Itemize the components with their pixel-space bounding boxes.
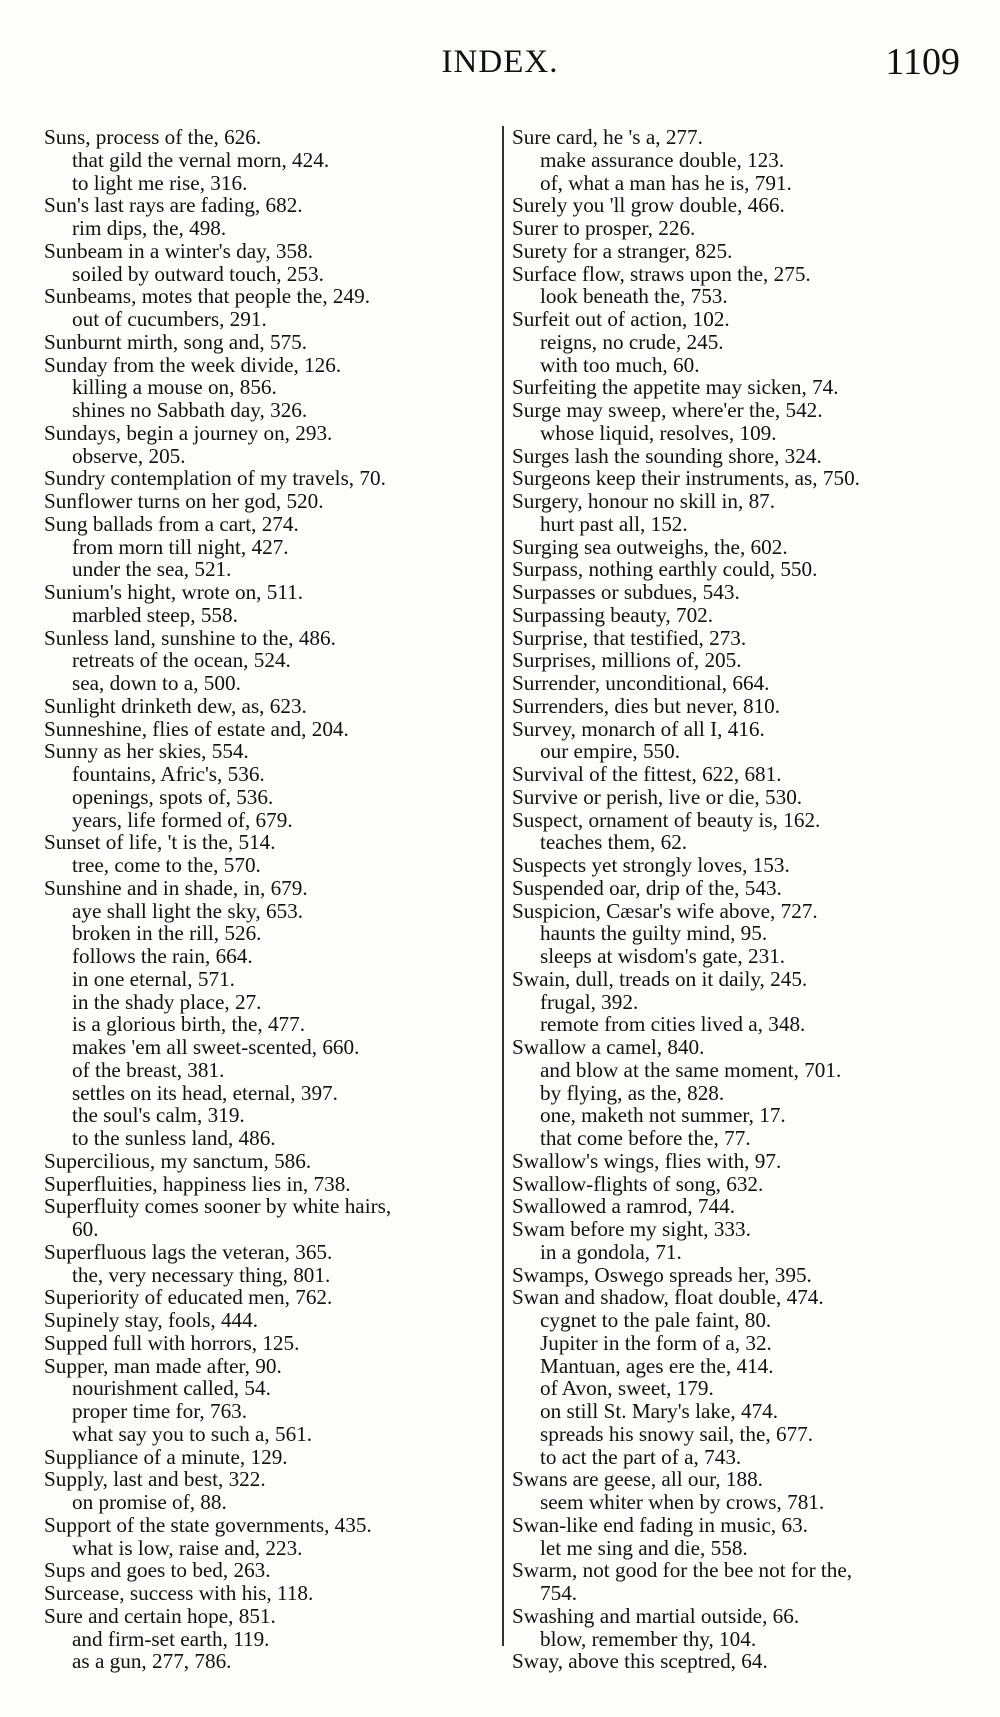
index-entry: Swan and shadow, float double, 474. [512,1285,824,1310]
index-entry: Suns, process of the, 626. [44,125,262,149]
index-entry: Sunshine and in shade, in, 679. [44,875,308,900]
index-subentry: whose liquid, resolves, 109. [540,420,777,445]
index-entry: Sunny as her skies, 554. [44,739,249,764]
index-subentry: with too much, 60. [540,352,700,377]
index-entry: Superiority of educated men, 762. [44,1285,333,1310]
index-subentry: sleeps at wisdom's gate, 231. [540,944,786,968]
index-entry: Sundays, begin a journey on, 293. [44,420,333,445]
index-entry: Suspect, ornament of beauty is, 162. [512,807,821,832]
index-subentry: soiled by outward touch, 253. [72,261,324,286]
index-subentry: proper time for, 763. [72,1399,248,1423]
index-entry: Sunless land, sunshine to the, 486. [44,625,336,650]
index-subentry: from morn till night, 427. [72,534,289,559]
index-entry: Supper, man made after, 90. [44,1353,282,1378]
index-subentry: what is low, raise and, 223. [72,1535,303,1560]
index-entry: Superfluities, happiness lies in, 738. [44,1171,351,1196]
index-subentry: spreads his snowy sail, the, 677. [540,1421,814,1446]
index-subentry: 754. [540,1581,578,1605]
index-entry: Surprise, that testified, 273. [512,625,747,650]
index-entry: Suspicion, Cæsar's wife above, 727. [512,898,818,923]
index-entry: Surpasses or subdues, 543. [512,580,740,604]
index-subentry: is a glorious birth, the, 477. [72,1012,306,1037]
index-entry: Surer to prosper, 226. [512,216,696,240]
index-entry: Surface flow, straws upon the, 275. [512,261,811,286]
index-entry: Sundry contemplation of my travels, 70. [44,466,386,491]
index-entry: Surge may sweep, where'er the, 542. [512,398,823,422]
index-entry: Supinely stay, fools, 444. [44,1308,259,1332]
index-entry: Suspended oar, drip of the, 543. [512,875,782,900]
index-subentry: of the breast, 381. [72,1057,225,1082]
index-subentry: in the shady place, 27. [72,989,262,1014]
index-subentry: retreats of the ocean, 524. [72,648,291,673]
index-entry: Sure and certain hope, 851. [44,1603,276,1628]
column-divider [502,126,504,1646]
index-entry: Sunbeams, motes that people the, 249. [44,284,370,309]
index-entry: Swans are geese, all our, 188. [512,1467,763,1492]
index-entry: Surpass, nothing earthly could, 550. [512,557,818,582]
index-entry: Supercilious, my sanctum, 586. [44,1148,312,1173]
index-entry: Sunlight drinketh dew, as, 623. [44,693,307,718]
index-entry: Survival of the fittest, 622, 681. [512,762,782,786]
index-subentry: one, maketh not summer, 17. [540,1103,786,1128]
index-subentry: remote from cities lived a, 348. [540,1012,806,1037]
index-entry: Superfluity comes sooner by white hairs, [44,1194,392,1219]
index-entry: Swarm, not good for the bee not for the, [512,1558,853,1583]
index-subentry: under the sea, 521. [72,557,232,582]
index-subentry: rim dips, the, 498. [72,216,227,240]
index-subentry: settles on its head, eternal, 397. [72,1080,338,1105]
index-entry: Sunburnt mirth, song and, 575. [44,329,308,354]
index-subentry: to light me rise, 316. [72,170,248,195]
index-entry: Sunbeam in a winter's day, 358. [44,238,314,263]
index-subentry: killing a mouse on, 856. [72,375,277,400]
index-entry: Sunday from the week divide, 126. [44,352,342,377]
index-subentry: sea, down to a, 500. [72,671,241,695]
index-entry: Surgeons keep their instruments, as, 750. [512,466,860,491]
index-subentry: haunts the guilty mind, 95. [540,921,768,946]
index-subentry: let me sing and die, 558. [540,1535,748,1560]
index-subentry: that come before the, 77. [540,1126,751,1150]
index-entry: Superfluous lags the veteran, 365. [44,1239,333,1264]
index-entry: Surrenders, dies but never, 810. [512,693,781,718]
index-entry: Sunset of life, 't is the, 514. [44,830,276,855]
index-entry: Sunium's hight, wrote on, 511. [44,580,304,604]
index-subentry: nourishment called, 54. [72,1376,271,1401]
index-entry: Swam before my sight, 333. [512,1217,751,1241]
right-index-column [512,126,962,1673]
index-entry: Sups and goes to bed, 263. [44,1558,271,1583]
index-entry: Supply, last and best, 322. [44,1467,266,1492]
index-entry: Sun's last rays are fading, 682. [44,193,303,218]
index-subentry: follows the rain, 664. [72,944,253,968]
index-entry: Sway, above this sceptred, 64. [512,1649,768,1674]
index-subentry: in a gondola, 71. [540,1239,682,1264]
index-subentry: by flying, as the, 828. [540,1080,725,1105]
index-entry: Swallow-flights of song, 632. [512,1171,764,1196]
index-entry: Supped full with horrors, 125. [44,1330,300,1355]
index-entry: Surprises, millions of, 205. [512,648,742,673]
index-subentry: teaches them, 62. [540,830,688,855]
index-subentry: broken in the rill, 526. [72,921,262,946]
index-subentry: reigns, no crude, 245. [540,329,724,354]
index-subentry: cygnet to the pale faint, 80. [540,1308,772,1332]
index-subentry: frugal, 392. [540,989,639,1014]
index-subentry: aye shall light the sky, 653. [72,898,304,923]
index-entry: Swallow's wings, flies with, 97. [512,1148,782,1173]
index-entry: Surety for a stranger, 825. [512,238,733,263]
index-subentry: on promise of, 88. [72,1490,227,1514]
index-subentry: our empire, 550. [540,739,681,764]
index-subentry: that gild the vernal morn, 424. [72,147,330,172]
index-subentry: years, life formed of, 679. [72,807,293,832]
index-subentry: Mantuan, ages ere the, 414. [540,1353,774,1378]
index-entry: Swain, dull, treads on it daily, 245. [512,966,808,991]
index-entry: Surging sea outweighs, the, 602. [512,534,788,559]
index-entry: Survey, monarch of all I, 416. [512,716,765,741]
index-entry: Surgery, honour no skill in, 87. [512,489,776,513]
index-entry: Swan-like end fading in music, 63. [512,1512,808,1537]
index-entry: Survive or perish, live or die, 530. [512,784,803,809]
index-subentry: what say you to such a, 561. [72,1421,313,1446]
index-entry: Suppliance of a minute, 129. [44,1444,288,1469]
index-subentry: to act the part of a, 743. [540,1444,742,1469]
index-entry: Surcease, success with his, 118. [44,1581,314,1605]
index-entry: Surrender, unconditional, 664. [512,671,770,695]
index-subentry: seem whiter when by crows, 781. [540,1490,825,1514]
index-entry: Suspects yet strongly loves, 153. [512,853,790,877]
index-subentry: marbled steep, 558. [72,602,238,627]
index-entry: Support of the state governments, 435. [44,1512,372,1537]
index-subentry: fountains, Afric's, 536. [72,762,265,786]
index-subentry: openings, spots of, 536. [72,784,274,809]
index-entry: Sunflower turns on her god, 520. [44,489,324,513]
index-subentry: in one eternal, 571. [72,966,235,991]
index-subentry: the, very necessary thing, 801. [72,1262,331,1287]
index-subentry: of Avon, sweet, 179. [540,1376,714,1401]
index-entry: Surfeit out of action, 102. [512,307,730,331]
index-entry: Sung ballads from a cart, 274. [44,511,299,536]
index-subentry: and firm-set earth, 119. [72,1626,270,1651]
index-entry: Surfeiting the appetite may sicken, 74. [512,375,839,400]
index-subentry: to the sunless land, 486. [72,1126,276,1150]
index-subentry: and blow at the same moment, 701. [540,1057,842,1082]
index-subentry: make assurance double, 123. [540,147,785,172]
index-subentry: observe, 205. [72,443,186,468]
index-entry: Swallowed a ramrod, 744. [512,1194,736,1219]
index-subentry: look beneath the, 753. [540,284,728,309]
index-subentry: the soul's calm, 319. [72,1103,245,1128]
index-entry: Surpassing beauty, 702. [512,602,714,627]
index-subentry: blow, remember thy, 104. [540,1626,757,1651]
index-entry: Surely you 'll grow double, 466. [512,193,785,218]
index-subentry: on still St. Mary's lake, 474. [540,1399,779,1423]
page-number: 1109 [885,41,960,83]
index-subentry: hurt past all, 152. [540,511,688,536]
index-subentry: as a gun, 277, 786. [72,1649,232,1674]
page-title: INDEX. [441,44,559,80]
index-subentry: Jupiter in the form of a, 32. [540,1330,772,1355]
page-header [0,40,1000,90]
index-entry: Sure card, he 's a, 277. [512,125,703,149]
index-entry: Swamps, Oswego spreads her, 395. [512,1262,812,1287]
index-entry: Surges lash the sounding shore, 324. [512,443,822,468]
index-subentry: 60. [72,1217,99,1241]
index-entry: Swallow a camel, 840. [512,1035,705,1059]
index-subentry: makes 'em all sweet-scented, 660. [72,1035,360,1059]
index-entry: Sunneshine, flies of estate and, 204. [44,716,349,741]
index-subentry: of, what a man has he is, 791. [540,170,792,195]
left-index-column [44,126,496,1673]
index-entry: Swashing and martial outside, 66. [512,1603,800,1628]
index-subentry: tree, come to the, 570. [72,853,261,877]
index-subentry: shines no Sabbath day, 326. [72,398,308,422]
index-subentry: out of cucumbers, 291. [72,307,267,331]
